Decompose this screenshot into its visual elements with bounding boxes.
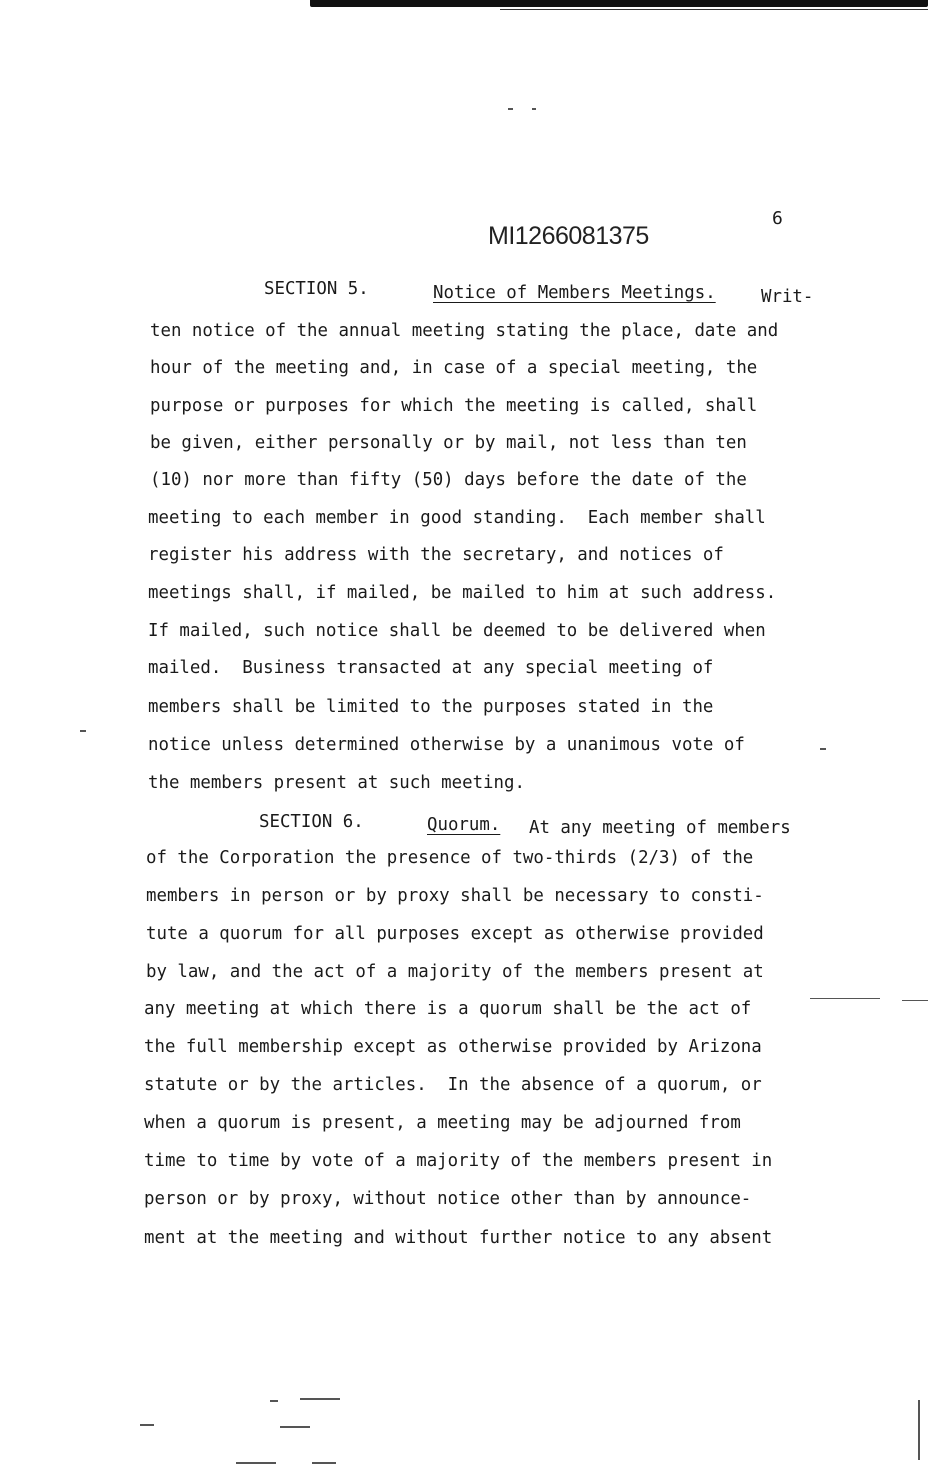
scan-speck bbox=[140, 1424, 154, 1426]
section6-line: statute or by the articles. In the absence of a quorum, or bbox=[144, 1075, 762, 1095]
section5-line: register his address with the secretary, and notices of bbox=[148, 545, 724, 565]
scan-top-border bbox=[310, 0, 928, 7]
section5-line: meeting to each member in good standing. Each member shall bbox=[148, 508, 766, 528]
section5-line: notice unless determined otherwise by a unanimous vote of bbox=[148, 735, 745, 755]
scan-speck bbox=[532, 108, 536, 110]
section6-label: SECTION 6. bbox=[259, 812, 364, 832]
section5-line: ten notice of the annual meeting stating the place, date and bbox=[150, 321, 779, 341]
document-id-stamp: MI1266081375 bbox=[488, 222, 649, 250]
scan-speck bbox=[508, 108, 513, 110]
section6-line: of the Corporation the presence of two-thirds (2/3) of the bbox=[146, 848, 754, 868]
scan-speck bbox=[902, 1000, 928, 1001]
section6-line: any meeting at which there is a quorum shall be the act of bbox=[144, 999, 752, 1019]
scan-top-border-thin bbox=[500, 9, 928, 10]
scan-speck bbox=[236, 1462, 276, 1464]
section5-line: hour of the meeting and, in case of a special meeting, the bbox=[150, 358, 758, 378]
section6-line: tute a quorum for all purposes except as otherwise provided bbox=[146, 924, 764, 944]
section6-line: person or by proxy, without notice other than by announce- bbox=[144, 1189, 752, 1209]
section6-first-line-tail: At any meeting of members bbox=[529, 818, 791, 838]
scan-speck bbox=[80, 730, 86, 732]
scan-speck bbox=[300, 1398, 340, 1400]
section5-line: be given, either personally or by mail, not less than ten bbox=[150, 433, 747, 453]
scan-speck bbox=[918, 1400, 920, 1460]
section6-title: Quorum. bbox=[427, 815, 501, 835]
section5-line: meetings shall, if mailed, be mailed to him at such address. bbox=[148, 583, 777, 603]
section6-line: when a quorum is present, a meeting may be adjourned from bbox=[144, 1113, 741, 1133]
section6-line: time to time by vote of a majority of the members present in bbox=[144, 1151, 773, 1171]
section6-line: the full membership except as otherwise provided by Arizona bbox=[144, 1037, 762, 1057]
section5-line: members shall be limited to the purposes stated in the bbox=[148, 697, 714, 717]
section5-line: mailed. Business transacted at any special meeting of bbox=[148, 658, 714, 678]
section5-line: If mailed, such notice shall be deemed to be delivered when bbox=[148, 621, 766, 641]
section6-line: by law, and the act of a majority of the members present at bbox=[146, 962, 764, 982]
scan-speck bbox=[820, 748, 826, 750]
section6-line: members in person or by proxy shall be necessary to consti- bbox=[146, 886, 764, 906]
scan-speck bbox=[810, 998, 880, 999]
section5-label: SECTION 5. bbox=[264, 279, 369, 299]
section5-line: (10) nor more than fifty (50) days before the date of the bbox=[150, 470, 747, 490]
section5-line: purpose or purposes for which the meeting is called, shall bbox=[150, 396, 758, 416]
scan-speck bbox=[280, 1426, 310, 1428]
section5-line: the members present at such meeting. bbox=[148, 773, 525, 793]
section5-first-line-tail: Writ- bbox=[761, 287, 814, 307]
scan-speck bbox=[270, 1400, 278, 1402]
section6-line: ment at the meeting and without further notice to any absent bbox=[144, 1228, 773, 1248]
section5-title: Notice of Members Meetings. bbox=[433, 283, 716, 303]
page-number: 6 bbox=[772, 208, 783, 229]
scan-speck bbox=[312, 1462, 336, 1464]
